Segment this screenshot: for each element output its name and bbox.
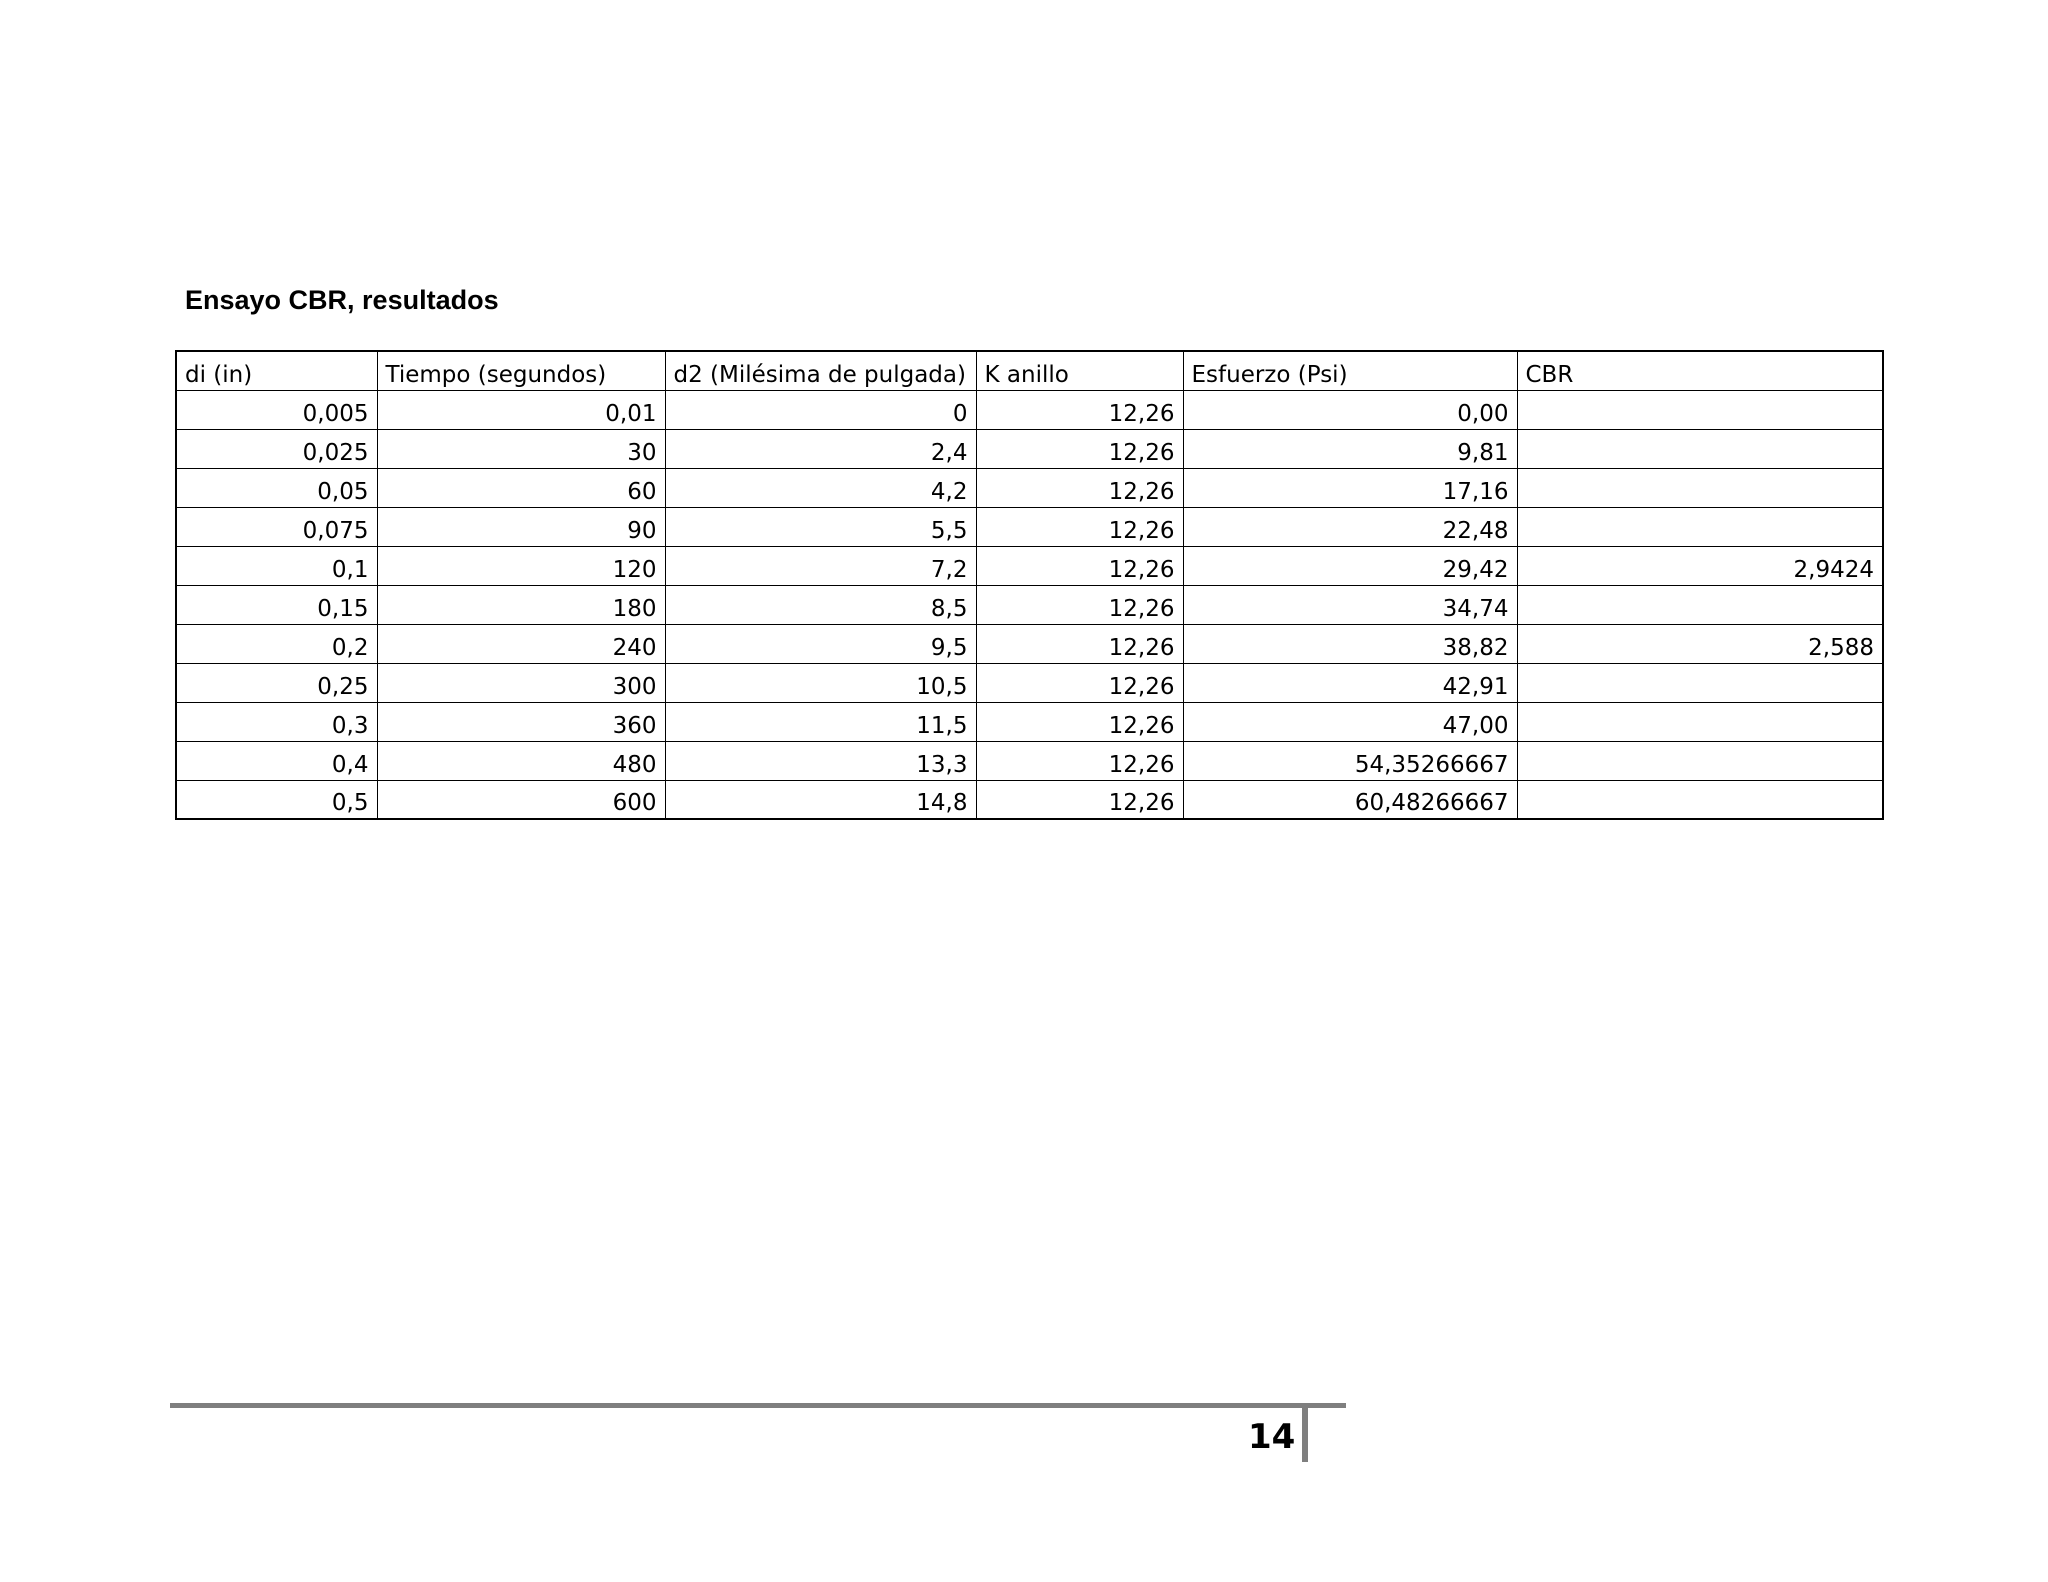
column-header-tiempo: Tiempo (segundos) xyxy=(377,351,665,390)
cell-tiempo: 300 xyxy=(377,663,665,702)
table-row xyxy=(176,702,1883,741)
cell-di: 0,25 xyxy=(176,663,377,702)
cell-di: 0,15 xyxy=(176,585,377,624)
cell-k-anillo: 12,26 xyxy=(976,741,1183,780)
cell-k-anillo: 12,26 xyxy=(976,546,1183,585)
cell-k-anillo: 12,26 xyxy=(976,468,1183,507)
cell-esfuerzo: 17,16 xyxy=(1183,468,1517,507)
cell-di: 0,5 xyxy=(176,780,377,819)
column-header-esfuerzo: Esfuerzo (Psi) xyxy=(1183,351,1517,390)
cell-esfuerzo: 60,48266667 xyxy=(1183,780,1517,819)
footer-rule xyxy=(170,1403,1346,1408)
cell-tiempo: 60 xyxy=(377,468,665,507)
page-number: 14 xyxy=(1248,1417,1296,1457)
cell-d2: 9,5 xyxy=(665,624,976,663)
cell-cbr xyxy=(1517,468,1883,507)
table-row xyxy=(176,624,1883,663)
cell-cbr xyxy=(1517,507,1883,546)
cell-d2: 11,5 xyxy=(665,702,976,741)
cell-di: 0,1 xyxy=(176,546,377,585)
cell-tiempo: 600 xyxy=(377,780,665,819)
column-header-di: di (in) xyxy=(176,351,377,390)
cell-tiempo: 120 xyxy=(377,546,665,585)
table-row xyxy=(176,468,1883,507)
cell-k-anillo: 12,26 xyxy=(976,507,1183,546)
cell-esfuerzo: 0,00 xyxy=(1183,390,1517,429)
cell-esfuerzo: 54,35266667 xyxy=(1183,741,1517,780)
cell-k-anillo: 12,26 xyxy=(976,780,1183,819)
table-row xyxy=(176,390,1883,429)
cell-di: 0,4 xyxy=(176,741,377,780)
column-header-cbr: CBR xyxy=(1517,351,1883,390)
cell-di: 0,05 xyxy=(176,468,377,507)
cell-k-anillo: 12,26 xyxy=(976,585,1183,624)
cell-di: 0,025 xyxy=(176,429,377,468)
cell-tiempo: 30 xyxy=(377,429,665,468)
cell-tiempo: 240 xyxy=(377,624,665,663)
cell-di: 0,005 xyxy=(176,390,377,429)
cell-esfuerzo: 38,82 xyxy=(1183,624,1517,663)
column-header-k-anillo: K anillo xyxy=(976,351,1183,390)
cell-d2: 5,5 xyxy=(665,507,976,546)
cell-cbr xyxy=(1517,585,1883,624)
cell-esfuerzo: 29,42 xyxy=(1183,546,1517,585)
cell-d2: 7,2 xyxy=(665,546,976,585)
cell-tiempo: 480 xyxy=(377,741,665,780)
page-title: Ensayo CBR, resultados xyxy=(185,285,499,315)
cell-tiempo: 90 xyxy=(377,507,665,546)
cell-k-anillo: 12,26 xyxy=(976,429,1183,468)
cell-esfuerzo: 42,91 xyxy=(1183,663,1517,702)
cell-d2: 13,3 xyxy=(665,741,976,780)
cell-esfuerzo: 34,74 xyxy=(1183,585,1517,624)
column-header-d2: d2 (Milésima de pulgada) xyxy=(665,351,976,390)
cell-k-anillo: 12,26 xyxy=(976,390,1183,429)
cell-d2: 4,2 xyxy=(665,468,976,507)
cell-esfuerzo: 47,00 xyxy=(1183,702,1517,741)
cell-d2: 14,8 xyxy=(665,780,976,819)
table-row xyxy=(176,741,1883,780)
cell-di: 0,3 xyxy=(176,702,377,741)
cell-cbr xyxy=(1517,429,1883,468)
cell-k-anillo: 12,26 xyxy=(976,702,1183,741)
cell-esfuerzo: 22,48 xyxy=(1183,507,1517,546)
page-number-bar xyxy=(1302,1408,1308,1462)
cell-d2: 0 xyxy=(665,390,976,429)
table-row xyxy=(176,429,1883,468)
cell-tiempo: 360 xyxy=(377,702,665,741)
cell-d2: 10,5 xyxy=(665,663,976,702)
cell-d2: 8,5 xyxy=(665,585,976,624)
cell-di: 0,2 xyxy=(176,624,377,663)
table-row xyxy=(176,663,1883,702)
table-row xyxy=(176,507,1883,546)
cbr-results-table xyxy=(175,350,1884,820)
cell-cbr xyxy=(1517,780,1883,819)
table-row xyxy=(176,780,1883,819)
cell-cbr xyxy=(1517,663,1883,702)
cell-tiempo: 0,01 xyxy=(377,390,665,429)
cell-cbr xyxy=(1517,702,1883,741)
table-header-row xyxy=(176,351,1883,390)
cell-k-anillo: 12,26 xyxy=(976,663,1183,702)
table-row xyxy=(176,546,1883,585)
cell-k-anillo: 12,26 xyxy=(976,624,1183,663)
cell-esfuerzo: 9,81 xyxy=(1183,429,1517,468)
cell-cbr xyxy=(1517,390,1883,429)
cell-cbr: 2,588 xyxy=(1517,624,1883,663)
cell-d2: 2,4 xyxy=(665,429,976,468)
cell-cbr xyxy=(1517,741,1883,780)
cell-cbr: 2,9424 xyxy=(1517,546,1883,585)
table-row xyxy=(176,585,1883,624)
cell-di: 0,075 xyxy=(176,507,377,546)
cell-tiempo: 180 xyxy=(377,585,665,624)
